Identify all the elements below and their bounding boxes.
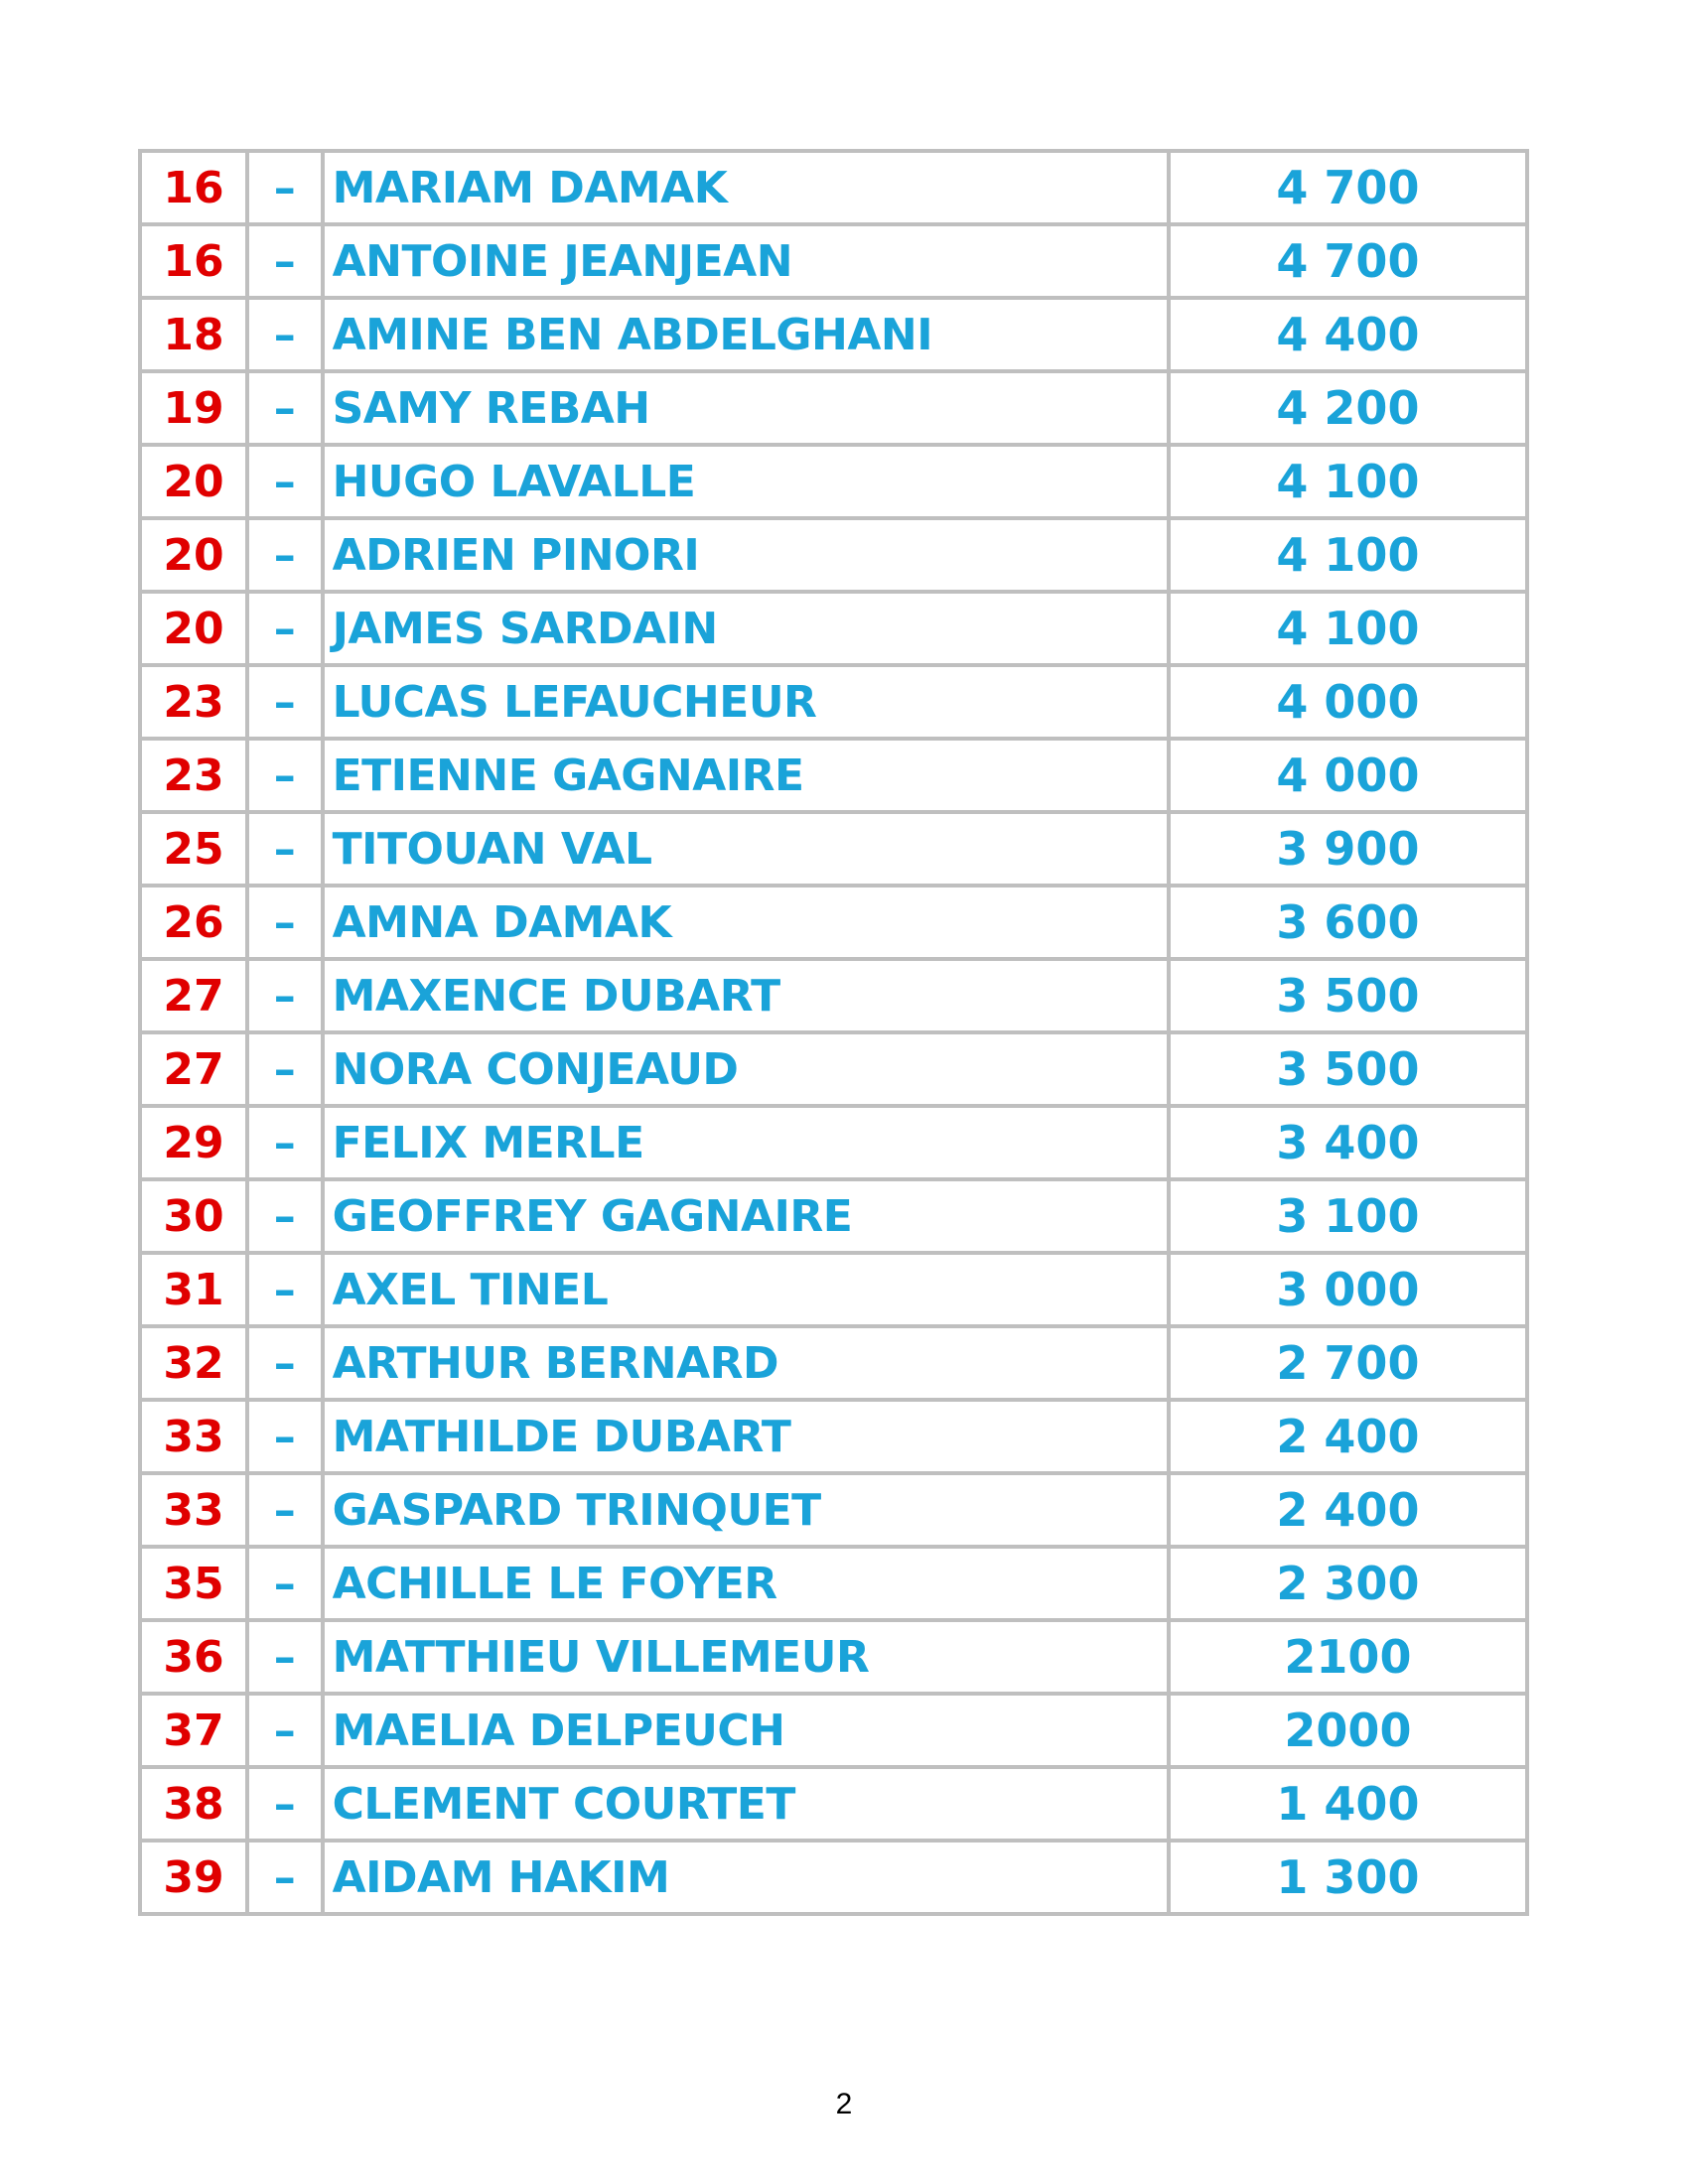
table-row <box>140 1326 1527 1400</box>
dash-cell: – <box>247 886 323 959</box>
table-row <box>140 592 1527 665</box>
rank-cell: 23 <box>140 739 247 812</box>
table-row <box>140 371 1527 445</box>
dash-cell: – <box>247 371 323 445</box>
name-cell: TITOUAN VAL <box>323 812 1169 886</box>
dash-cell: – <box>247 151 323 224</box>
name-cell: AMNA DAMAK <box>323 886 1169 959</box>
table-row <box>140 1547 1527 1620</box>
table-row <box>140 518 1527 592</box>
dash-cell: – <box>247 1694 323 1767</box>
name-cell: MAELIA DELPEUCH <box>323 1694 1169 1767</box>
table-row <box>140 739 1527 812</box>
rank-cell: 18 <box>140 298 247 371</box>
table-row <box>140 1179 1527 1253</box>
points-cell: 4 700 <box>1169 151 1527 224</box>
table-row <box>140 224 1527 298</box>
points-cell: 3 100 <box>1169 1179 1527 1253</box>
name-cell: NORA CONJEAUD <box>323 1032 1169 1106</box>
table-row <box>140 1400 1527 1473</box>
rank-cell: 33 <box>140 1400 247 1473</box>
dash-cell: – <box>247 224 323 298</box>
name-cell: CLEMENT COURTET <box>323 1767 1169 1841</box>
rank-cell: 32 <box>140 1326 247 1400</box>
rank-cell: 27 <box>140 1032 247 1106</box>
name-cell: AMINE BEN ABDELGHANI <box>323 298 1169 371</box>
name-cell: MATTHIEU VILLEMEUR <box>323 1620 1169 1694</box>
rank-cell: 33 <box>140 1473 247 1547</box>
rank-cell: 36 <box>140 1620 247 1694</box>
name-cell: ACHILLE LE FOYER <box>323 1547 1169 1620</box>
dash-cell: – <box>247 1547 323 1620</box>
points-cell: 4 400 <box>1169 298 1527 371</box>
rank-cell: 16 <box>140 224 247 298</box>
dash-cell: – <box>247 812 323 886</box>
points-cell: 1 400 <box>1169 1767 1527 1841</box>
table-row <box>140 1032 1527 1106</box>
points-cell: 2 700 <box>1169 1326 1527 1400</box>
points-cell: 1 300 <box>1169 1841 1527 1914</box>
points-cell: 3 400 <box>1169 1106 1527 1179</box>
dash-cell: – <box>247 1106 323 1179</box>
points-cell: 4 100 <box>1169 445 1527 518</box>
points-cell: 3 900 <box>1169 812 1527 886</box>
ranking-table <box>138 149 1529 1916</box>
dash-cell: – <box>247 592 323 665</box>
name-cell: MARIAM DAMAK <box>323 151 1169 224</box>
rank-cell: 20 <box>140 518 247 592</box>
name-cell: AXEL TINEL <box>323 1253 1169 1326</box>
name-cell: LUCAS LEFAUCHEUR <box>323 665 1169 739</box>
rank-cell: 20 <box>140 592 247 665</box>
points-cell: 3 500 <box>1169 1032 1527 1106</box>
rank-cell: 31 <box>140 1253 247 1326</box>
name-cell: AIDAM HAKIM <box>323 1841 1169 1914</box>
dash-cell: – <box>247 1400 323 1473</box>
table-row <box>140 1106 1527 1179</box>
name-cell: MATHILDE DUBART <box>323 1400 1169 1473</box>
rank-cell: 37 <box>140 1694 247 1767</box>
table-row <box>140 151 1527 224</box>
name-cell: HUGO LAVALLE <box>323 445 1169 518</box>
table-row <box>140 298 1527 371</box>
table-row <box>140 1841 1527 1914</box>
table-row <box>140 445 1527 518</box>
points-cell: 3 000 <box>1169 1253 1527 1326</box>
points-cell: 2 400 <box>1169 1400 1527 1473</box>
page-number: 2 <box>835 2088 853 2120</box>
table-row <box>140 886 1527 959</box>
points-cell: 4 700 <box>1169 224 1527 298</box>
dash-cell: – <box>247 1473 323 1547</box>
points-cell: 4 100 <box>1169 592 1527 665</box>
name-cell: ANTOINE JEANJEAN <box>323 224 1169 298</box>
name-cell: ARTHUR BERNARD <box>323 1326 1169 1400</box>
rank-cell: 25 <box>140 812 247 886</box>
rank-cell: 38 <box>140 1767 247 1841</box>
name-cell: ETIENNE GAGNAIRE <box>323 739 1169 812</box>
name-cell: GEOFFREY GAGNAIRE <box>323 1179 1169 1253</box>
rank-cell: 29 <box>140 1106 247 1179</box>
dash-cell: – <box>247 665 323 739</box>
table-row <box>140 959 1527 1032</box>
table-row <box>140 1694 1527 1767</box>
points-cell: 3 600 <box>1169 886 1527 959</box>
dash-cell: – <box>247 1253 323 1326</box>
name-cell: FELIX MERLE <box>323 1106 1169 1179</box>
table-row <box>140 1253 1527 1326</box>
dash-cell: – <box>247 1841 323 1914</box>
dash-cell: – <box>247 1767 323 1841</box>
points-cell: 3 500 <box>1169 959 1527 1032</box>
name-cell: SAMY REBAH <box>323 371 1169 445</box>
points-cell: 4 100 <box>1169 518 1527 592</box>
dash-cell: – <box>247 1326 323 1400</box>
rank-cell: 23 <box>140 665 247 739</box>
table-row <box>140 1473 1527 1547</box>
rank-cell: 30 <box>140 1179 247 1253</box>
dash-cell: – <box>247 959 323 1032</box>
points-cell: 2100 <box>1169 1620 1527 1694</box>
name-cell: ADRIEN PINORI <box>323 518 1169 592</box>
dash-cell: – <box>247 445 323 518</box>
points-cell: 2000 <box>1169 1694 1527 1767</box>
rank-cell: 39 <box>140 1841 247 1914</box>
name-cell: JAMES SARDAIN <box>323 592 1169 665</box>
points-cell: 4 200 <box>1169 371 1527 445</box>
rank-cell: 27 <box>140 959 247 1032</box>
table-row <box>140 1620 1527 1694</box>
points-cell: 4 000 <box>1169 665 1527 739</box>
rank-cell: 26 <box>140 886 247 959</box>
points-cell: 4 000 <box>1169 739 1527 812</box>
dash-cell: – <box>247 739 323 812</box>
table-row <box>140 812 1527 886</box>
name-cell: MAXENCE DUBART <box>323 959 1169 1032</box>
dash-cell: – <box>247 298 323 371</box>
points-cell: 2 300 <box>1169 1547 1527 1620</box>
rank-cell: 16 <box>140 151 247 224</box>
table-row <box>140 1767 1527 1841</box>
ranking-table-body <box>140 151 1527 1914</box>
name-cell: GASPARD TRINQUET <box>323 1473 1169 1547</box>
rank-cell: 20 <box>140 445 247 518</box>
dash-cell: – <box>247 1179 323 1253</box>
rank-cell: 19 <box>140 371 247 445</box>
rank-cell: 35 <box>140 1547 247 1620</box>
dash-cell: – <box>247 1620 323 1694</box>
dash-cell: – <box>247 518 323 592</box>
points-cell: 2 400 <box>1169 1473 1527 1547</box>
dash-cell: – <box>247 1032 323 1106</box>
table-row <box>140 665 1527 739</box>
